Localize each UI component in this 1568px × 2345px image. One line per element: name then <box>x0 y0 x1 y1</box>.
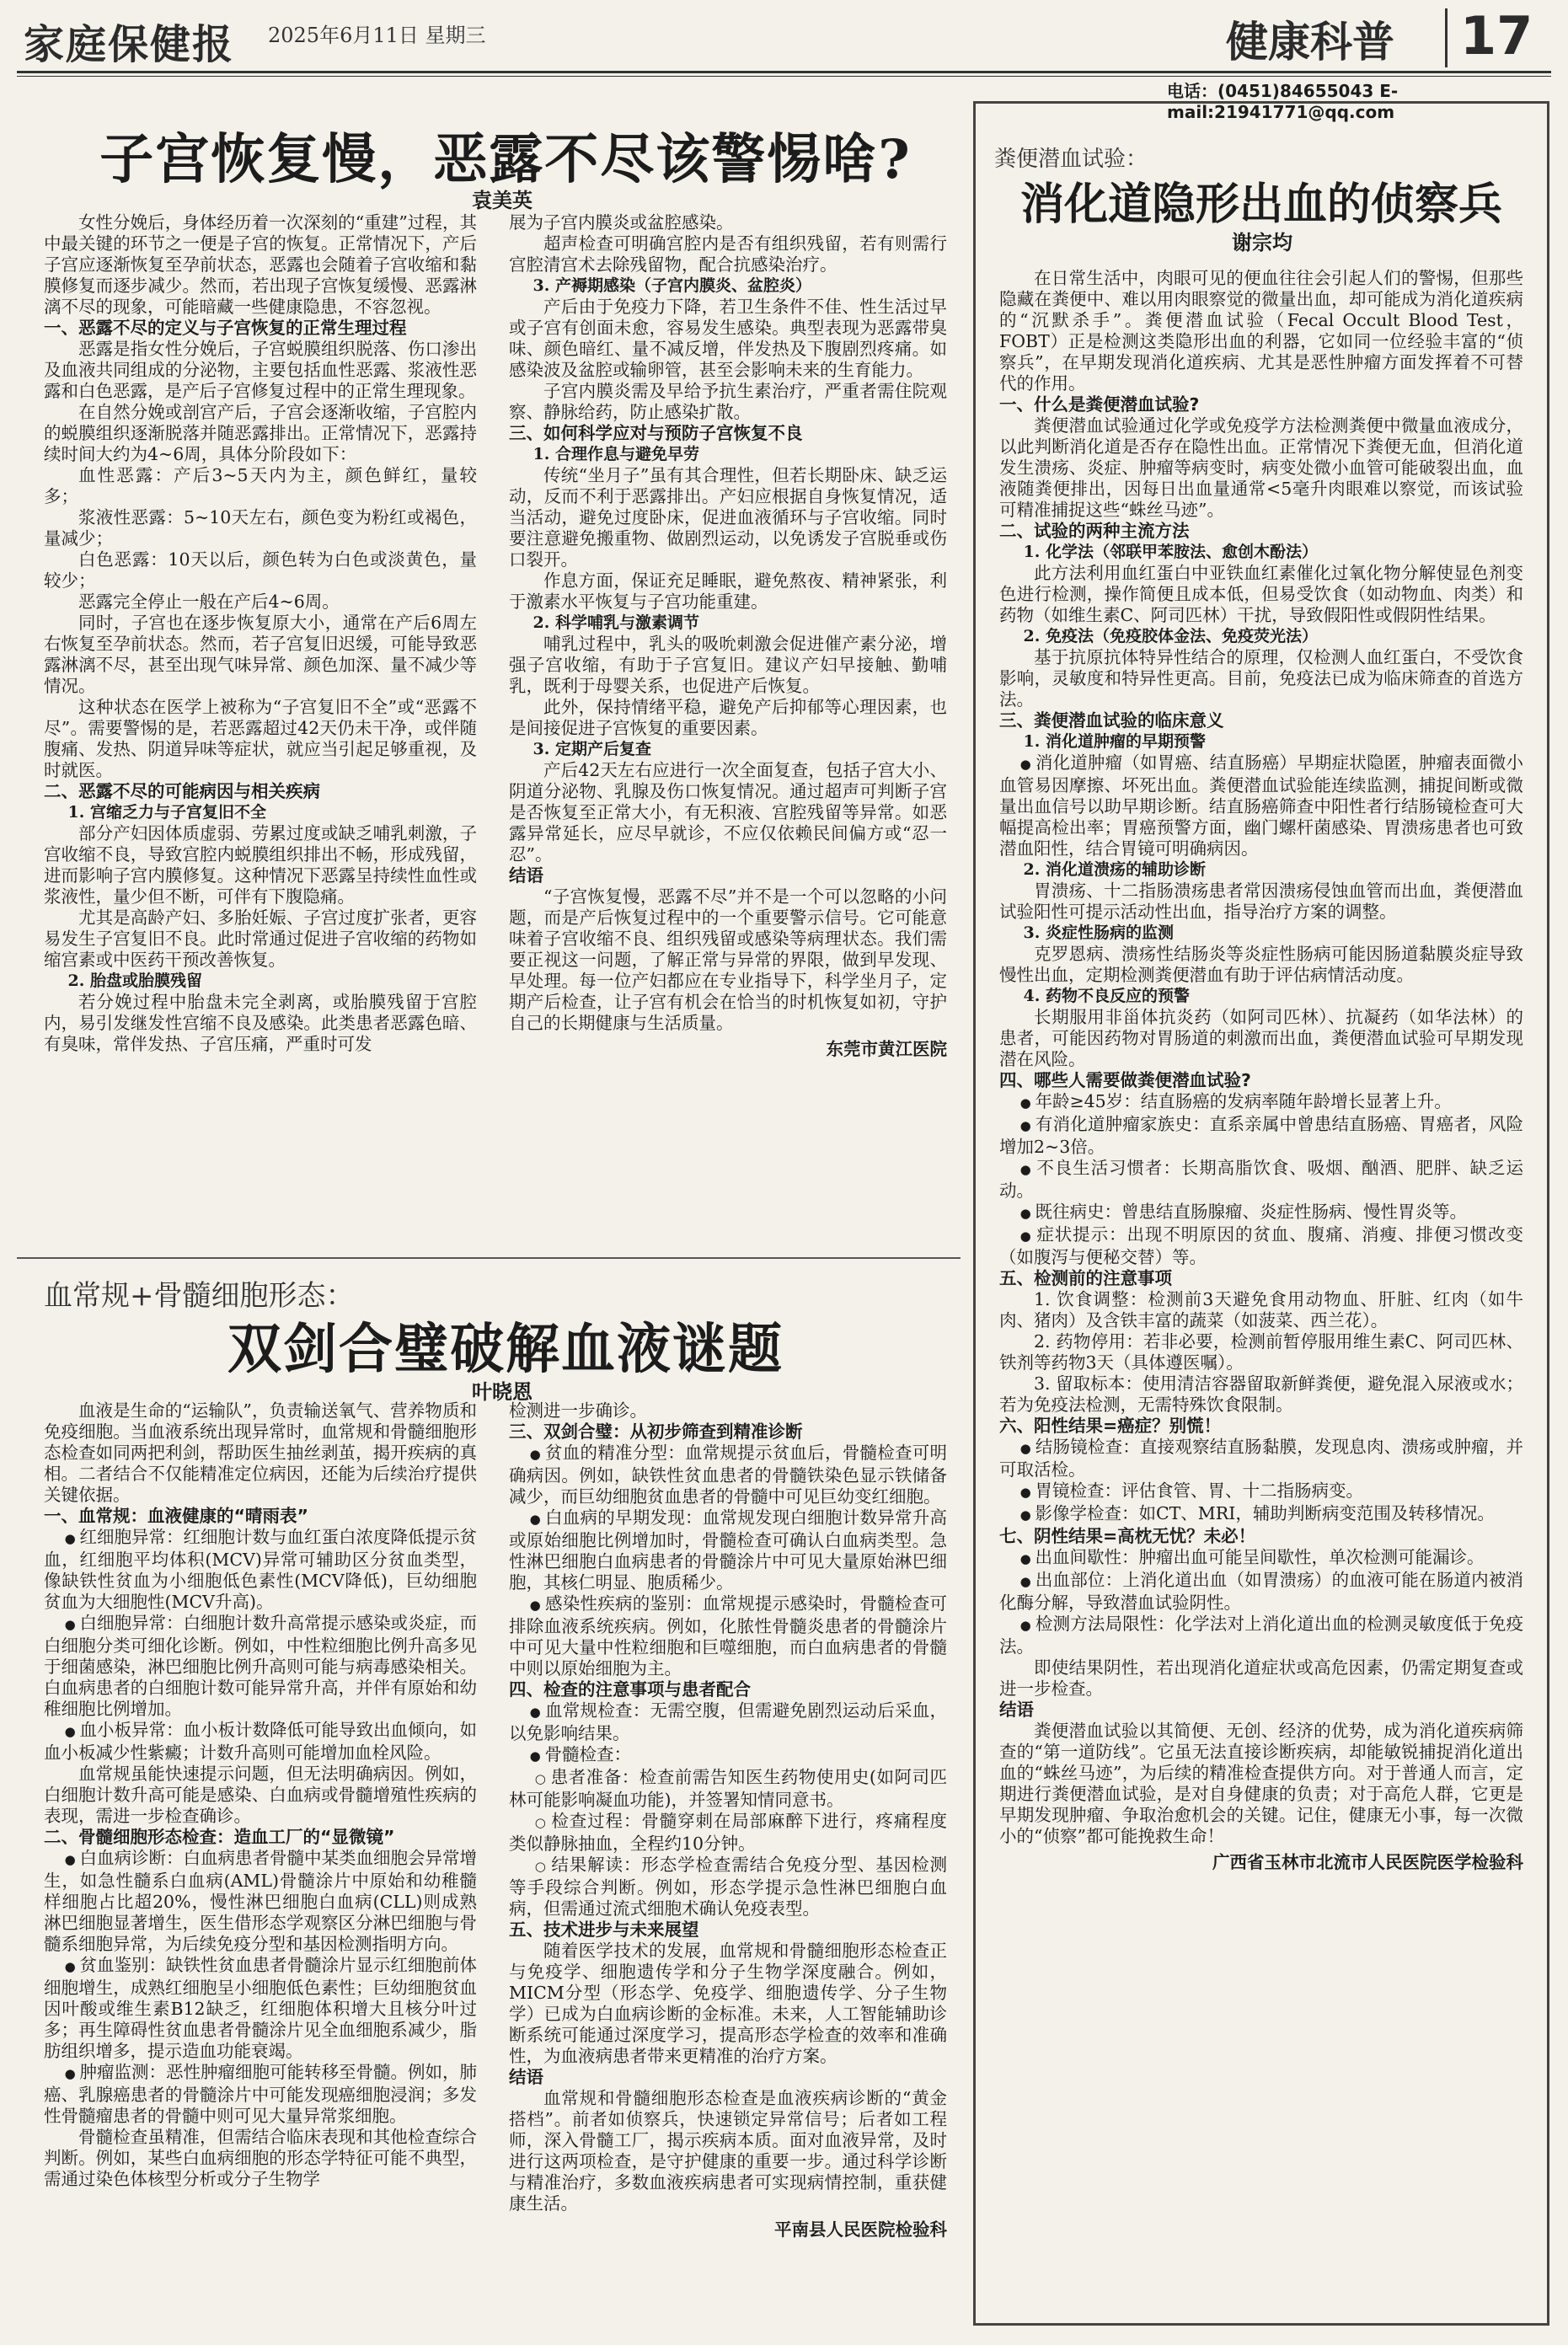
paragraph: ● 血常规检查：无需空腹，但需避免剧烈运动后采血，以免影响结果。 <box>509 1700 947 1744</box>
paragraph: 恶露是指女性分娩后，子宫蜕膜组织脱落、伤口渗出及血液共同组成的分泌物，主要包括血性恶露、浆液性恶露和白色恶露，是产后子宫修复过程中的正常生理现象。 <box>44 339 477 401</box>
section-heading: 三、粪便潜血试验的临床意义 <box>999 710 1224 731</box>
section-heading: 一、什么是粪便潜血试验? <box>999 394 1200 415</box>
article1-author: 袁美英 <box>472 189 532 212</box>
paragraph: ● 感染性疾病的鉴别：血常规提示感染时，骨髓检查可排除血液系统疾病。例如，化脓性骨髓炎患者的骨髓涂片中可见大量中性粒细胞和巨噬细胞，而白血病患者的骨髓中则以原始细胞为主。 <box>509 1593 947 1679</box>
paragraph: 部分产妇因体质虚弱、劳累过度或缺乏哺乳刺激，子宫收缩不良，导致宫腔内蜕膜组织排出不畅，形成残留，进而影响子宫内膜修复。这种情况下恶露呈持续性血性或浆液性，量少但不断，可伴有下腹隐痛。 <box>44 823 477 907</box>
paragraph: 这种状态在医学上被称为“子宫复旧不全”或“恶露不尽”。需要警惕的是，若恶露超过42天仍未干净，或伴随腹痛、发热、阴道异味等症状，就应当引起足够重视，及时就医。 <box>44 697 477 780</box>
sub-heading: 2. 科学哺乳与激素调节 <box>532 613 699 632</box>
paragraph: 随着医学技术的发展，血常规和骨髓细胞形态检查正与免疫学、细胞遗传学和分子生物学深度融合。例如，MICM分型（形态学、免疫学、细胞遗传学、分子生物学）已成为白血病诊断的金标准。未来，人工智能辅助诊断系统可能通过深度学习，提高形态学检查的效率和准确性，为血液病患者带来更精准的治疗方案。 <box>509 1941 947 2066</box>
paragraph: ● 骨髓检查： <box>509 1744 947 1767</box>
paragraph: 2. 药物停用：若非必要，检测前暂停服用维生素C、阿司匹林、铁剂等药物3天（具体遵医嘱）。 <box>999 1331 1523 1373</box>
paragraph: ● 胃镜检查：评估食管、胃、十二指肠病变。 <box>999 1480 1523 1503</box>
article2-kicker: 血常规+骨髓细胞形态： <box>44 1279 355 1313</box>
paragraph: ○ 患者准备：检查前需告知医生药物使用史(如阿司匹林可能影响凝血功能)，并签署知情同意书。 <box>509 1767 947 1811</box>
section-heading: 五、技术进步与未来展望 <box>509 1919 699 1940</box>
paragraph: ● 肿瘤监测：恶性肿瘤细胞可能转移至骨髓。例如，肺癌、乳腺癌患者的骨髓涂片中可能发现癌细胞浸润；多发性骨髓瘤患者的骨髓中则可见大量异常浆细胞。 <box>44 2062 477 2127</box>
newspaper-name: 家庭保健报 <box>24 21 235 68</box>
paragraph: 同时，子宫也在逐步恢复原大小，通常在产后6周左右恢复至孕前状态。然而，若子宫复旧迟缓，可能导致恶露淋漓不尽，甚至出现气味异常、颜色加深、量不减少等情况。 <box>44 613 477 696</box>
paragraph: ● 贫血鉴别：缺铁性贫血患者骨髓涂片显示红细胞前体细胞增生，成熟红细胞呈小细胞低色素性；巨幼细胞贫血因叶酸或维生素B12缺乏，红细胞体积增大且核分叶过多；再生障碍性贫血患者骨髓涂片见全血细胞系减少，脂肪组织增多，提示造血功能衰竭。 <box>44 1955 477 2062</box>
paragraph: 作息方面，保证充足睡眠，避免熬夜、精神紧张，利于激素水平恢复与子宫功能重建。 <box>509 570 947 612</box>
article1-column-2 <box>509 212 947 1060</box>
source-credit: 平南县人民医院检验科 <box>774 2219 947 2240</box>
paragraph: 血常规和骨髓细胞形态检查是血液疾病诊断的“黄金搭档”。前者如侦察兵，快速锁定异常信号；后者如工程师，深入骨髓工厂，揭示疾病本质。面对血液异常，及时进行这两项检查，是守护健康的重要一步。通过科学诊断与精准治疗，多数血液疾病患者可实现病情控制，重获健康生活。 <box>509 2088 947 2214</box>
paragraph: “子宫恢复慢，恶露不尽”并不是一个可以忽略的小问题，而是产后恢复过程中的一个重要警示信号。它可能意味着子宫收缩不良、组织残留或感染等病理状态。我们需要正视这一问题，了解正常与异常的界限，做到早发现、早处理。每一位产妇都应在专业指导下，科学坐月子，定期产后检查，让子宫有机会在恰当的时机恢复如初，守护自己的长期健康与生活质量。 <box>509 886 947 1033</box>
paragraph: ● 白血病诊断：白血病患者骨髓中某类血细胞会异常增生，如急性髓系白血病(AML)骨髓涂片中原始和幼稚髓样细胞占比超20%，慢性淋巴细胞白血病(CLL)则成熟淋巴细胞显著增生，医生借形态学观察区分淋巴细胞与骨髓系细胞异常，为后续免疫分型和基因检测指明方向。 <box>44 1848 477 1955</box>
paragraph: 产后42天左右应进行一次全面复查，包括子宫大小、阴道分泌物、乳腺及伤口恢复情况。通过超声可判断子宫是否恢复至正常大小，有无积液、宫腔残留等异常。如恶露异常延长，应尽早就诊，不应仅依赖民间偏方或“忍一忍”。 <box>509 760 947 865</box>
paragraph: ● 消化道肿瘤（如胃癌、结直肠癌）早期症状隐匿，肿瘤表面微小血管易因摩擦、坏死出血。粪便潜血试验能连续监测，捕捉间断或微量出血信号以助早期诊断。结直肠癌筛查中阳性者行结肠镜检查可大幅提高检出率；胃癌预警方面，幽门螺杆菌感染、胃溃疡患者也可致潜血阳性，结合胃镜可明确病因。 <box>999 752 1523 859</box>
section-heading: 结语 <box>509 865 543 886</box>
paragraph: ● 贫血的精准分型：血常规提示贫血后，骨髓检查可明确病因。例如，缺铁性贫血患者的骨髓铁染色显示铁储备减少，而巨幼细胞贫血患者的骨髓中可见巨幼变红细胞。 <box>509 1443 947 1507</box>
section-heading: 一、血常规：血液健康的“晴雨表” <box>44 1506 308 1526</box>
sub-heading: 1. 化学法（邻联甲苯胺法、愈创木酚法） <box>1023 543 1318 561</box>
section-heading: 二、试验的两种主流方法 <box>999 521 1190 541</box>
paragraph: 恶露完全停止一般在产后4~6周。 <box>78 592 340 612</box>
source-credit: 广西省玉林市北流市人民医院医学检验科 <box>1212 1852 1523 1872</box>
masthead-rule <box>17 71 1551 73</box>
paragraph: 在自然分娩或剖宫产后，子宫会逐渐收缩，子宫腔内的蜕膜组织逐渐脱落并随恶露排出。正常情况下，恶露持续时间大约为4~6周，具体分阶段如下： <box>44 402 477 464</box>
paragraph: 血性恶露：产后3~5天内为主，颜色鲜红，量较多； <box>44 465 477 506</box>
paragraph: ● 影像学检查：如CT、MRI，辅助判断病变范围及转移情况。 <box>999 1503 1523 1526</box>
contact-info: 电话：(0451)84655043 E-mail:21941771@qq.com <box>1167 81 1399 122</box>
paragraph: 血常规虽能快速提示问题，但无法明确病因。例如，白细胞计数升高可能是感染、白血病或骨髓增殖性疾病的表现，需进一步检查确诊。 <box>44 1764 477 1826</box>
paragraph: 骨髓检查虽精准，但需结合临床表现和其他检查综合判断。例如，某些白血病细胞的形态学特征可能不典型，需通过染色体核型分析或分子生物学 <box>44 2127 477 2189</box>
paragraph: 粪便潜血试验以其简便、无创、经济的优势，成为消化道疾病筛查的“第一道防线”。它虽无法直接诊断疾病，却能敏锐捕捉消化道出血的“蛛丝马迹”，为后续的精准检查提供方向。对于普通人而言，定期进行粪便潜血试验，是对自身健康的负责；对于高危人群，它更是早期发现肿瘤、争取治愈机会的关键。记住，健康无小事，每一次微小的“侦察”都可能挽救生命！ <box>999 1721 1523 1846</box>
section-heading: 一、恶露不尽的定义与子宫恢复的正常生理过程 <box>44 318 407 338</box>
paragraph: 展为子宫内膜炎或盆腔感染。 <box>509 212 734 233</box>
paragraph: ● 结肠镜检查：直接观察结直肠黏膜，发现息肉、溃疡或肿瘤，并可取活检。 <box>999 1437 1523 1480</box>
paragraph: 哺乳过程中，乳头的吸吮刺激会促进催产素分泌，增强子宫收缩，有助于子宫复旧。建议产妇早接触、勤哺乳，既利于母婴关系，也促进产后恢复。 <box>509 634 947 696</box>
paragraph: ● 症状提示：出现不明原因的贫血、腹痛、消瘦、排便习惯改变（如腹泻与便秘交替）等。 <box>999 1224 1523 1268</box>
paragraph: 超声检查可明确宫腔内是否有组织残留，若有则需行宫腔清宫术去除残留物，配合抗感染治疗。 <box>509 233 947 275</box>
paragraph: ○ 结果解读：形态学检查需结合免疫分型、基因检测等手段综合判断。例如，形态学提示急性淋巴细胞白血病，但需通过流式细胞术确认免疫表型。 <box>509 1855 947 1919</box>
section-heading: 结语 <box>999 1700 1034 1720</box>
paragraph: ● 白细胞异常：白细胞计数升高常提示感染或炎症，而白细胞分类可细化诊断。例如，中性粒细胞比例升高多见于细菌感染，淋巴细胞比例升高则可能与病毒感染相关。白血病患者的白细胞计数可能异常升高，并伴有原始和幼稚细胞比例增加。 <box>44 1613 477 1720</box>
sub-heading: 1. 消化道肿瘤的早期预警 <box>1023 732 1206 751</box>
paragraph: 女性分娩后，身体经历着一次深刻的“重建”过程，其中最关键的环节之一便是子宫的恢复。正常情况下，产后子宫应逐渐恢复至孕前状态，恶露也会随着子宫收缩和黏膜修复而逐步减少。然而，若出现子宫恢复缓慢、恶露淋漓不尽的现象，可能暗藏一些健康隐患，不容忽视。 <box>44 212 477 317</box>
section-heading: 五、检测前的注意事项 <box>999 1268 1172 1288</box>
paragraph: 1. 饮食调整：检测前3天避免食用动物血、肝脏、红肉（如牛肉、猪肉）及含铁丰富的蔬菜（如菠菜、西兰花）。 <box>999 1289 1523 1330</box>
section-heading: 七、阴性结果=高枕无忧？未必！ <box>999 1526 1256 1546</box>
section-heading: 四、哪些人需要做粪便潜血试验? <box>999 1070 1251 1090</box>
article2-column-1 <box>44 1400 477 2190</box>
paragraph: 3. 留取标本：使用清洁容器留取新鲜粪便，避免混入尿液或水；若为免疫法检测，无需特殊饮食限制。 <box>999 1373 1523 1415</box>
sub-heading: 3. 炎症性肠病的监测 <box>1023 924 1174 942</box>
section-heading: 三、双剑合璧：从初步筛查到精准诊断 <box>509 1421 803 1442</box>
source-credit: 东莞市黄江医院 <box>826 1039 947 1059</box>
masthead-separator <box>1445 8 1448 67</box>
paragraph: ● 不良生活习惯者：长期高脂饮食、吸烟、酗酒、肥胖、缺乏运动。 <box>999 1158 1523 1202</box>
paragraph: ● 年龄≥45岁：结直肠癌的发病率随年龄增长显著上升。 <box>999 1091 1523 1114</box>
paragraph: 若分娩过程中胎盘未完全剥离，或胎膜残留于宫腔内，易引发继发性宫缩不良及感染。此类患者恶露色暗、有臭味，常伴发热、子宫压痛，严重时可发 <box>44 992 477 1054</box>
paragraph: 基于抗原抗体特异性结合的原理，仅检测人血红蛋白，不受饮食影响，灵敏度和特异性更高。目前，免疫法已成为临床筛查的首选方法。 <box>999 647 1523 709</box>
paragraph: 检测进一步确诊。 <box>509 1400 647 1421</box>
article1-title: 子宫恢复慢，恶露不尽该警惕啥? <box>99 128 912 191</box>
paragraph: 在日常生活中，肉眼可见的便血往往会引起人们的警惕，但那些隐藏在粪便中、难以用肉眼察觉的微量出血，却可能成为消化道疾病的“沉默杀手”。粪便潜血试验（Fecal Occult Blood Test，FOBT）正是检测这类隐形出血的利器，它如同一位经验丰富的“侦察兵”，在早期发现消化道疾病、尤其是恶性肿瘤方面发挥着不可替代的作用。 <box>999 268 1523 394</box>
paragraph: 尤其是高龄产妇、多胎妊娠、子宫过度扩张者，更容易发生子宫复旧不良。此时常通过促进子宫收缩的药物如缩宫素或中医药干预改善恢复。 <box>44 907 477 970</box>
section-heading: 六、阳性结果=癌症？别慌！ <box>999 1416 1222 1436</box>
masthead-rule-thin <box>17 76 1551 77</box>
paragraph: 克罗恩病、溃疡性结肠炎等炎症性肠病可能因肠道黏膜炎症导致慢性出血，定期检测粪便潜血有助于评估病情活动度。 <box>999 944 1523 985</box>
paragraph: 粪便潜血试验通过化学或免疫学方法检测粪便中微量血液成分，以此判断消化道是否存在隐性出血。正常情况下粪便无血，但消化道发生溃疡、炎症、肿瘤等病变时，病变处微小血管可能破裂出血，血液随粪便排出，因每日出血量通常<5毫升肉眼难以察觉，而该试验可精准捕捉这些“蛛丝马迹”。 <box>999 415 1523 520</box>
paragraph: 长期服用非甾体抗炎药（如阿司匹林）、抗凝药（如华法林）的患者，可能因药物对胃肠道的刺激而出血，粪便潜血试验可早期发现潜在风险。 <box>999 1007 1523 1069</box>
sub-heading: 4. 药物不良反应的预警 <box>1023 987 1190 1005</box>
article2-title: 双剑合璧破解血液谜题 <box>227 1318 784 1381</box>
paragraph: 产后由于免疫力下降，若卫生条件不佳、性生活过早或子宫有创面未愈，容易发生感染。典型表现为恶露带臭味、颜色暗红、量不减反增，伴发热及下腹剧烈疼痛。如感染波及盆腔或输卵管，甚至会影响未来的生育能力。 <box>509 297 947 380</box>
sub-heading: 1. 宫缩乏力与子宫复旧不全 <box>67 803 266 822</box>
sub-heading: 1. 合理作息与避免早劳 <box>532 445 699 463</box>
paragraph: 胃溃疡、十二指肠溃疡患者常因溃疡侵蚀血管而出血，粪便潜血试验阳性可提示活动性出血，指导治疗方案的调整。 <box>999 881 1523 922</box>
paragraph: ● 出血间歇性：肿瘤出血可能呈间歇性，单次检测可能漏诊。 <box>999 1547 1523 1570</box>
article1-column-1 <box>44 212 477 1055</box>
article3-kicker: 粪便潜血试验： <box>994 147 1148 172</box>
paragraph: 子宫内膜炎需及早给予抗生素治疗，严重者需住院观察、静脉给药，防止感染扩散。 <box>509 381 947 422</box>
section-heading: 三、如何科学应对与预防子宫恢复不良 <box>509 423 803 443</box>
sub-heading: 2. 胎盘或胎膜残留 <box>67 972 202 990</box>
paragraph: 此外，保持情绪平稳，避免产后抑郁等心理因素，也是间接促进子宫恢复的重要因素。 <box>509 697 947 738</box>
paragraph: 即使结果阴性，若出现消化道症状或高危因素，仍需定期复查或进一步检查。 <box>999 1657 1523 1699</box>
paragraph: 传统“坐月子”虽有其合理性，但若长期卧床、缺乏运动，反而不利于恶露排出。产妇应根据自身恢复情况，适当活动，避免过度卧床，促进血液循环与子宫收缩。同时要注意避免搬重物、做剧烈运动，以免诱发子宫脱垂或伤口裂开。 <box>509 465 947 570</box>
article3-title: 消化道隐形出血的侦察兵 <box>1019 179 1502 230</box>
sub-heading: 3. 定期产后复查 <box>532 740 651 758</box>
article3-column <box>999 268 1523 1873</box>
paragraph: ● 有消化道肿瘤家族史：直系亲属中曾患结直肠癌、胃癌者，风险增加2~3倍。 <box>999 1114 1523 1158</box>
section-name: 健康科普 <box>1226 17 1394 67</box>
paragraph: ● 出血部位：上消化道出血（如胃溃疡）的血液可能在肠道内被消化酶分解，导致潜血试验阴性。 <box>999 1570 1523 1614</box>
page-number: 17 <box>1460 5 1533 67</box>
section-heading: 四、检查的注意事项与患者配合 <box>509 1679 751 1700</box>
article2-author: 叶晓恩 <box>472 1380 532 1404</box>
article-divider <box>17 1257 961 1259</box>
article3-author: 谢宗均 <box>1232 231 1292 254</box>
article2-column-2 <box>509 1400 947 2241</box>
section-heading: 二、恶露不尽的可能病因与相关疾病 <box>44 781 320 801</box>
sub-heading: 2. 消化道溃疡的辅助诊断 <box>1023 860 1206 879</box>
paragraph: ● 白血病的早期发现：血常规发现白细胞计数异常升高或原始细胞比例增加时，骨髓检查可确认白血病类型。急性淋巴细胞白血病患者的骨髓涂片中可见大量原始淋巴细胞，其核仁明显、胞质稀少。 <box>509 1507 947 1593</box>
section-heading: 二、骨髓细胞形态检查：造血工厂的“显微镜” <box>44 1827 395 1847</box>
sub-heading: 3. 产褥期感染（子宫内膜炎、盆腔炎） <box>532 276 811 295</box>
paragraph: ○ 检查过程：骨髓穿刺在局部麻醉下进行，疼痛程度类似静脉抽血，全程约10分钟。 <box>509 1811 947 1855</box>
paragraph: ● 血小板异常：血小板计数降低可能导致出血倾向，如血小板减少性紫癜；计数升高则可能增加血栓风险。 <box>44 1720 477 1764</box>
paragraph: 此方法利用血红蛋白中亚铁血红素催化过氧化物分解使显色剂变色进行检测，操作简便且成本低，但易受饮食（如动物血、肉类）和药物（如维生素C、阿司匹林）干扰，导致假阳性或假阴性结果。 <box>999 563 1523 625</box>
paragraph: 血液是生命的“运输队”，负责输送氧气、营养物质和免疫细胞。当血液系统出现异常时，血常规和骨髓细胞形态检查如同两把利剑，帮助医生抽丝剥茧，揭开疾病的真相。二者结合不仅能精准定位病因，还能为后续治疗提供关键依据。 <box>44 1400 477 1505</box>
paragraph: 浆液性恶露：5~10天左右，颜色变为粉红或褐色，量减少； <box>44 507 477 549</box>
sub-heading: 2. 免疫法（免疫胶体金法、免疫荧光法） <box>1023 627 1318 645</box>
issue-date: 2025年6月11日 星期三 <box>268 24 486 47</box>
paragraph: ● 既往病史：曾患结直肠腺瘤、炎症性肠病、慢性胃炎等。 <box>999 1202 1523 1224</box>
paragraph: 白色恶露：10天以后，颜色转为白色或淡黄色，量较少； <box>44 549 477 591</box>
section-heading: 结语 <box>509 2067 543 2087</box>
paragraph: ● 红细胞异常：红细胞计数与血红蛋白浓度降低提示贫血，红细胞平均体积(MCV)异常可辅助区分贫血类型，像缺铁性贫血为小细胞低色素性(MCV降低)，巨幼细胞贫血为大细胞性(MCV升高)。 <box>44 1527 477 1613</box>
paragraph: ● 检测方法局限性：化学法对上消化道出血的检测灵敏度低于免疫法。 <box>999 1614 1523 1657</box>
